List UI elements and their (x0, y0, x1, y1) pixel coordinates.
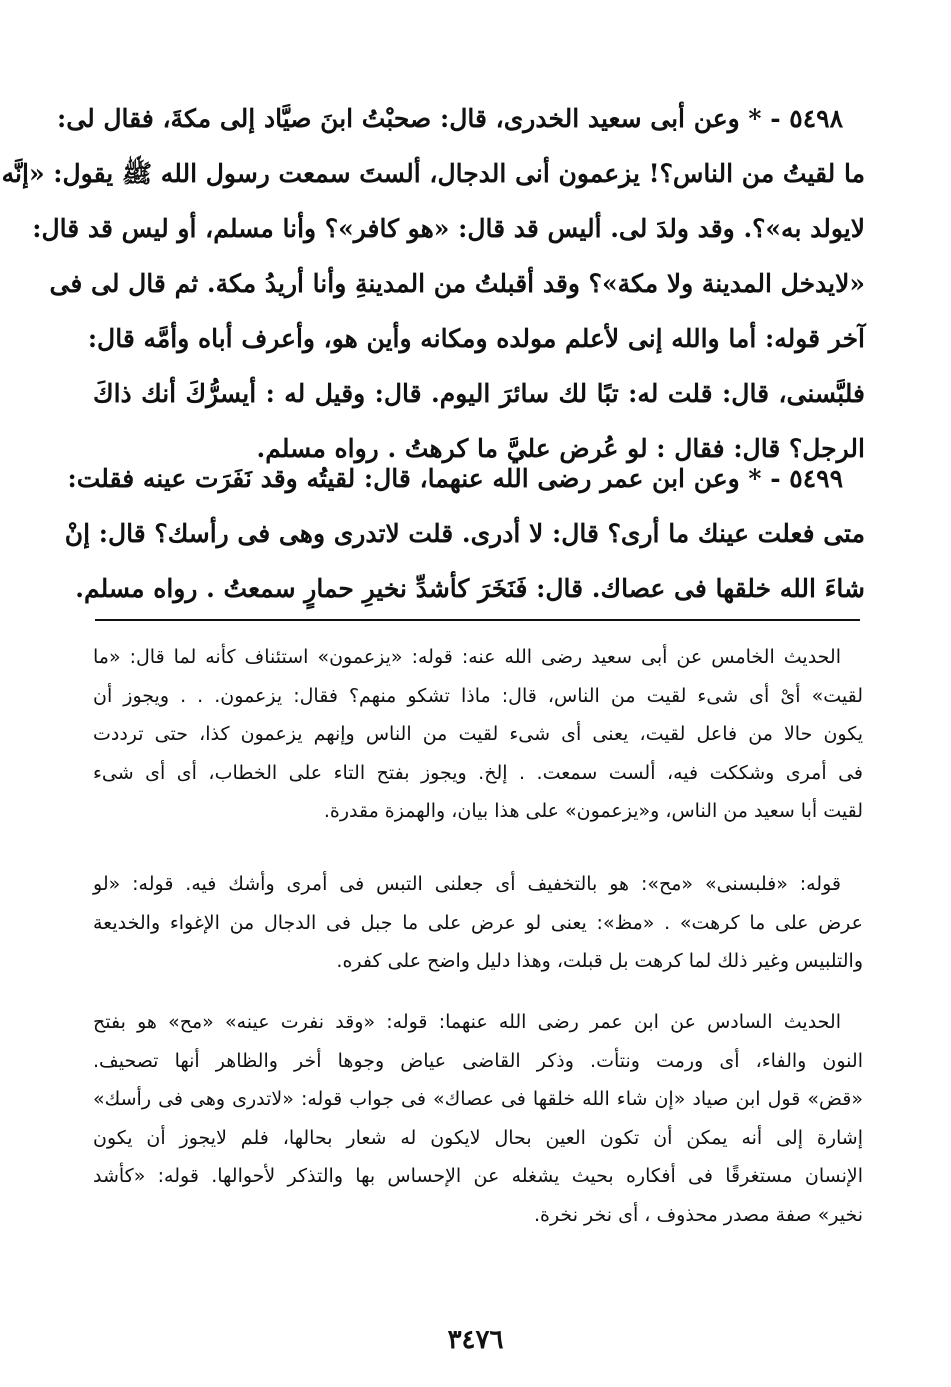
note-line: «قض» قول ابن صياد «إن شاء الله خلقها فى عصاك» فى جواب قوله: «لاتدرى وهى فى رأسك» (93, 1088, 863, 1110)
note-line: عرض على ما كرهت» . «مظ»: يعنى لو عرض على ما جبل فى الدجال من الإغواء والخديعة (93, 911, 863, 934)
note-line: الحديث السادس عن ابن عمر رضى الله عنهما: قوله: «وقد نفرت عينه» «مح» هو بفتح (93, 1011, 841, 1033)
hadith-line: فلبَّسنى، قال: قلت له: تبًا لك سائرَ اليوم. قال: وقيل له : أيسرُّكَ أنك ذاكَ (93, 379, 865, 408)
hadith-line: ما لقيتُ من الناس؟! يزعمون أنى الدجال، ألستَ سمعت رسول الله ﷺ يقول: «إنَّه (1, 159, 865, 188)
hadith-line: ٥٤٩٨ - * وعن أبى سعيد الخدرى، قال: صحبْتُ ابنَ صيَّاد إلى مكةَ، فقال لى: (57, 104, 843, 133)
note-line: والتلبيس وغير ذلك لما كرهت بل قبلت، وهذا دليل واضح على كفره. (336, 950, 863, 972)
commentary-note-2 (93, 865, 863, 981)
page-number: ٣٤٧٦ (447, 1325, 504, 1355)
hadith-line: ٥٤٩٩ - * وعن ابن عمر رضى الله عنهما، قال: لقيتُه وقد نَفَرَت عينه فقلت: (67, 464, 843, 493)
commentary-note-3 (93, 1003, 863, 1234)
note-line: نخير» صفة مصدر محذوف ، أى نخر نخرة. (533, 1203, 863, 1226)
hadith-line: متى فعلت عينك ما أرى؟ قال: لا أدرى. قلت لاتدرى وهى فى رأسك؟ قال: إنْ (64, 519, 865, 548)
hadith-line: آخر قوله: أما والله إنى لأعلم مولده ومكانه وأين هو، وأعرف أباه وأمَّه قال: (87, 324, 865, 353)
note-line: النون والفاء، أى ورمت ونتأت. وذكر القاضى عياض وجوها أخر والظاهر أنها تصحيف. (93, 1049, 863, 1072)
hadith-line: «لايدخل المدينة ولا مكة»؟ وقد أقبلتُ من المدينةِ وأنا أريدُ مكة. ثم قال لى فى (49, 269, 865, 298)
note-line: إشارة إلى أنه يمكن أن تكون العين بحال لايكون له شعار بحالها، فلم لايجوز أن يكون (93, 1126, 863, 1149)
note-line: يكون حالا من فاعل لقيت، يعنى أى شىء لقيت من الناس وإنهم يزعمون كذا، حتى ترددت (93, 723, 863, 745)
note-line: لقيت أبا سعيد من الناس، و«يزعمون» على هذا بيان، والهمزة مقدرة. (323, 800, 863, 822)
note-line: فى أمرى وشككت فيه، ألست سمعت. . إلخ. ويجوز بفتح التاء على الخطاب، أى أى شىء (93, 761, 863, 784)
note-line: الحديث الخامس عن أبى سعيد رضى الله عنه: قوله: «يزعمون» استئناف كأنه لما قال: «ما (93, 646, 841, 668)
commentary-note-1 (93, 638, 863, 831)
hadith-5498 (1, 91, 865, 476)
note-line: لقيت» أىْ أى شىء لقيت من الناس، قال: ماذا تشكو منهم؟ فقال: يزعمون. . . ويجوز أن (93, 684, 863, 707)
hadith-5499 (64, 451, 865, 616)
footnote-separator (95, 619, 860, 621)
hadith-line: الرجل؟ قال: فقال : لو عُرض عليَّ ما كرهتُ . رواه مسلم. (256, 434, 865, 463)
note-line: الإنسان مستغرقًا فى أفكاره بحيث يشغله عن الإحساس بها والتذكر لأحوالها. قوله: «كأشد (93, 1165, 863, 1187)
hadith-line: لايولد به»؟. وقد ولدَ لى. أليس قد قال: «هو كافر»؟ وأنا مسلم، أو ليس قد قال: (32, 214, 865, 243)
note-line: قوله: «فلبسنى» «مح»: هو بالتخفيف أى جعلنى التبس فى أمرى وأشك فيه. قوله: «لو (93, 873, 841, 895)
hadith-line: شاءَ الله خلقها فى عصاك. قال: فَنَخَرَ كأشدِّ نخيرِ حمارٍ سمعتُ . رواه مسلم. (75, 574, 865, 603)
